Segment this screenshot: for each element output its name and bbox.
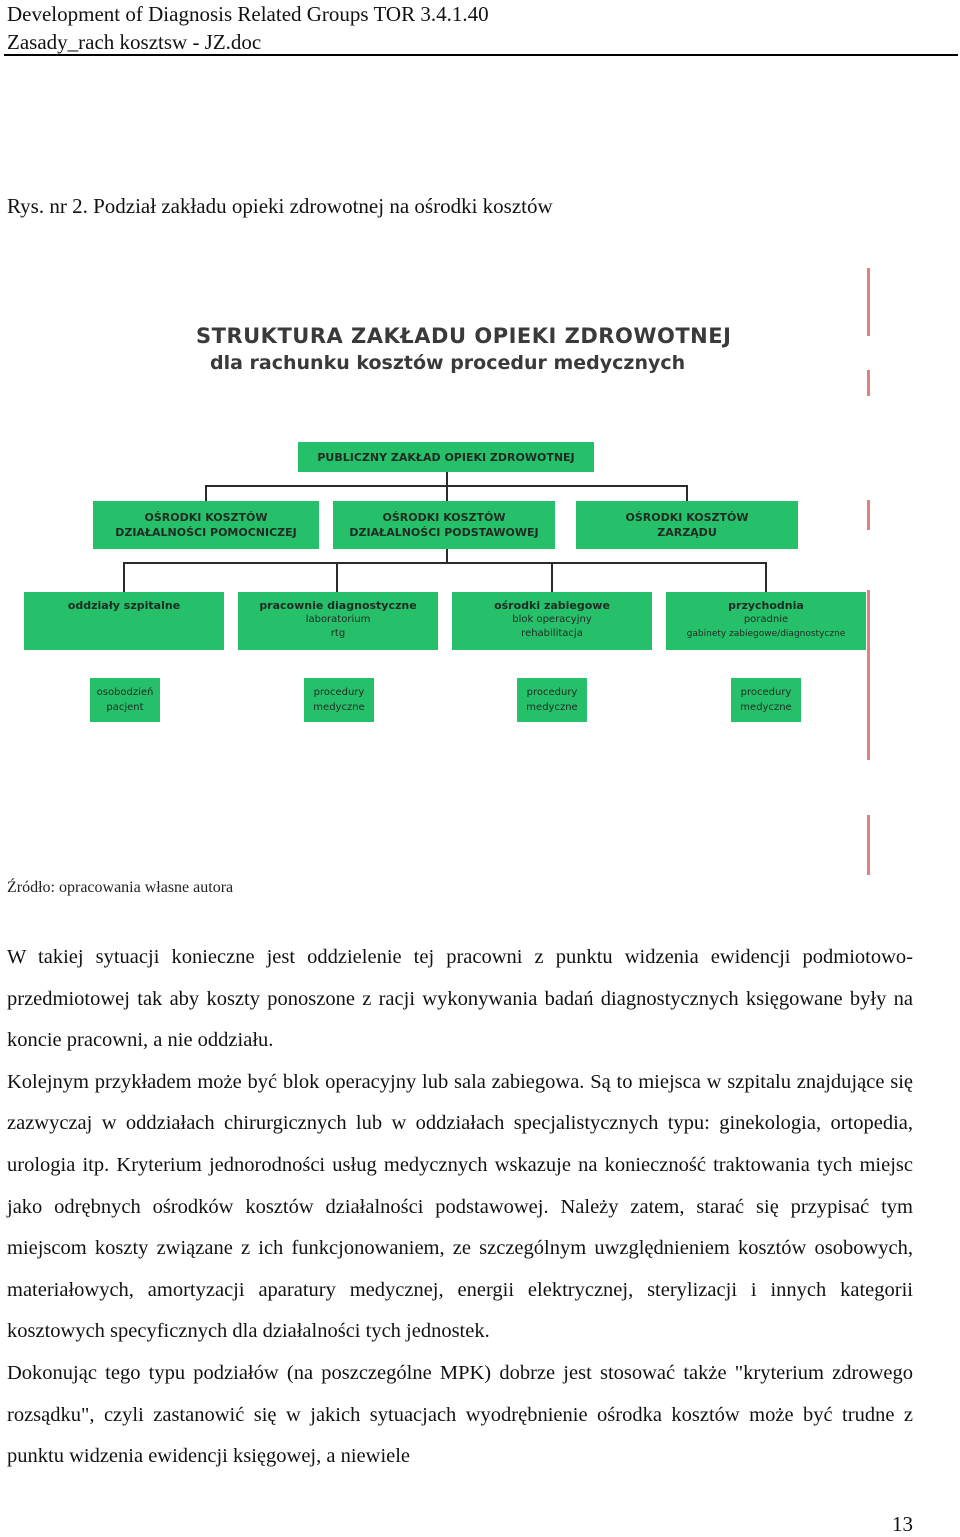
paragraph: Kolejnym przykładem może być blok operacyjny lub sala zabiegowa. Są to miejsca w szpitalu znajdujące się zazwyczaj w oddziałach chirurgicznych lub w oddziałach specjalistycznych typu: ginekologia, ortopedia, urologia itp. Kryterium jednorodności usług medycznych wskazuje na konieczność traktowania tych miejsc jako odrębnych ośrodków kosztów działalności podstawowej. Należy zatem, starać się przypisać tym miejscom koszty związane z ich funkcjonowaniem, ze szczególnym uwzględnieniem kosztów osobowych, materiałowych, amortyzacji aparatury medycznej, energii elektrycznej, sterylizacji i innych kategorii kosztowych specyficznych dla działalności tych jednostek. <box>7 1070 913 1343</box>
connector <box>551 562 553 592</box>
connector <box>446 549 448 563</box>
box-title: ośrodki zabiegowe <box>494 599 610 612</box>
box-title: oddziały szpitalne <box>67 599 181 612</box>
box-line: medyczne <box>526 702 578 713</box>
box-title: pracownie diagnostyczne <box>259 599 417 612</box>
unit-box <box>452 592 652 650</box>
page-number: 13 <box>892 1512 913 1536</box>
connector <box>123 562 125 592</box>
unit-box <box>238 592 438 650</box>
connector <box>336 562 338 592</box>
connector <box>765 562 767 592</box>
connector <box>686 485 688 501</box>
header-divider <box>4 54 958 56</box>
box-line: pacjent <box>106 702 144 713</box>
margin-line-segment <box>867 268 870 336</box>
figure-source: Źródło: opracowania własne autora <box>7 879 234 896</box>
box-line: procedury <box>313 687 365 698</box>
box-line: osobodzień <box>96 687 154 698</box>
cost-center-box <box>93 501 319 549</box>
document-header <box>7 0 957 56</box>
box-subtitle: rtg <box>330 628 346 639</box>
output-box <box>517 678 587 722</box>
root-box <box>298 442 594 472</box>
chart-title: STRUKTURA ZAKŁADU OPIEKI ZDROWOTNEJ <box>196 324 732 348</box>
box-line: medyczne <box>313 702 365 713</box>
root-label: PUBLICZNY ZAKŁAD OPIEKI ZDROWOTNEJ <box>317 450 575 464</box>
box-line: procedury <box>740 687 792 698</box>
figure-caption: Rys. nr 2. Podział zakładu opieki zdrowotnej na ośrodki kosztów <box>7 194 553 218</box>
box-subtitle: gabinety zabiegowe/diagnostyczne <box>686 629 846 639</box>
box-subtitle: rehabilitacja <box>521 628 583 639</box>
connector <box>123 562 766 564</box>
connector <box>446 485 448 501</box>
unit-box <box>24 592 224 650</box>
box-line: DZIAŁALNOŚCI PODSTAWOWEJ <box>349 526 539 539</box>
cost-center-box <box>576 501 798 549</box>
box-subtitle: laboratorium <box>305 614 371 625</box>
paragraph: Dokonując tego typu podziałów (na poszczególne MPK) dobrze jest stosować także "kryterium zdrowego rozsądku", czyli zastanowić się w jakich sytuacjach wyodrębnienie ośrodka kosztów może być trudne z punktu widzenia ewidencji księgowej, a niewiele <box>7 1361 913 1468</box>
output-box <box>90 678 160 722</box>
box-title: przychodnia <box>728 599 804 612</box>
box-line: OŚRODKI KOSZTÓW <box>144 511 268 524</box>
margin-line-segment <box>867 500 870 530</box>
box-line: medyczne <box>740 702 792 713</box>
box-subtitle: blok operacyjny <box>512 614 592 625</box>
unit-box <box>666 592 866 650</box>
margin-line-segment <box>867 590 870 760</box>
box-line: OŚRODKI KOSZTÓW <box>382 511 506 524</box>
chart-subtitle: dla rachunku kosztów procedur medycznych <box>210 352 686 374</box>
margin-line-segment <box>867 815 870 875</box>
box-subtitle: poradnie <box>743 614 789 625</box>
paragraph: W takiej sytuacji konieczne jest oddzielenie tej pracowni z punktu widzenia ewidencji podmiotowo-przedmiotowej tak aby koszty ponoszone z racji wykonywania badań diagnostycznych księgowane były na koncie pracowni, a nie oddziału. <box>7 946 913 1052</box>
header-filename: Zasady_rach kosztsw - JZ.doc <box>7 30 262 54</box>
box-line: DZIAŁALNOŚCI POMOCNICZEJ <box>115 526 297 539</box>
box-line: procedury <box>526 687 578 698</box>
output-box <box>304 678 374 722</box>
box-line: OŚRODKI KOSZTÓW <box>625 511 749 524</box>
org-chart-figure <box>0 260 960 880</box>
connector <box>446 472 448 486</box>
connector <box>205 485 207 501</box>
output-box <box>731 678 801 722</box>
body-text <box>7 937 913 1478</box>
header-title: Development of Diagnosis Related Groups TOR 3.4.1.40 <box>7 2 489 26</box>
margin-line-segment <box>867 370 870 396</box>
box-line: ZARZĄDU <box>657 526 717 539</box>
cost-center-box <box>333 501 555 549</box>
